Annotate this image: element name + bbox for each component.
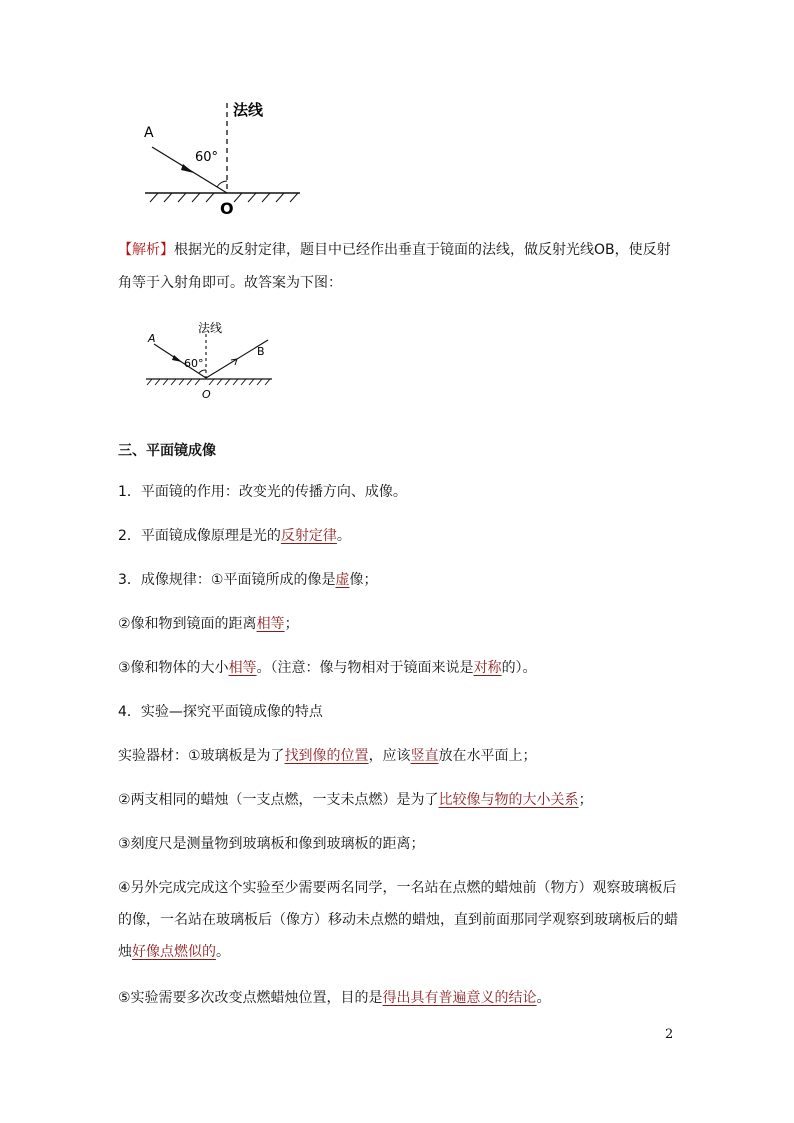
item-3c [118,658,537,678]
point-o-label: O [202,388,211,401]
item-4: 4．实验—探究平面镜成像的特点 [118,704,323,720]
experiment-4-end: 。 [216,944,230,960]
item-3b-answer: 相等 [256,616,285,632]
item-3c-text: ③像和物体的大小 [118,660,229,676]
mirror-hatching [147,379,270,385]
experiment-4-line-2: 的像，一名站在玻璃板后（像方）移动未点燃的蜡烛，直到前面那同学观察到玻璃板后的蜡 [118,912,678,928]
item-2-text: 2．平面镜成像原理是光的 [118,528,281,544]
item-3b-end: ； [284,616,299,632]
item-1: 1．平面镜的作用：改变光的传播方向、成像。 [118,484,407,500]
section-title: 三、平面镜成像 [118,443,216,459]
arrow-icon [172,355,182,362]
item-3c-answer-2: 对称 [473,660,502,676]
point-a-label: A [148,332,156,345]
item-2 [118,526,351,546]
angle-label: 60° [184,357,204,370]
experiment-1 [118,746,537,766]
experiment-1-answer-2: 竖直 [410,748,439,764]
experiment-4-line-3 [118,942,230,962]
experiment-5-answer: 得出具有普遍意义的结论 [382,990,537,1006]
item-3b-text: ②像和物到镜面的距离 [118,616,257,632]
experiment-2-end: ； [578,792,593,808]
item-2-end: 。 [336,528,351,544]
analysis-text-1: 根据光的反射定律，题目中已经作出垂直于镜面的法线，做反射光线OB，使反射 [174,242,671,258]
experiment-2-answer: 比较像与物的大小关系 [438,792,579,808]
normal-label: 法线 [233,101,264,119]
experiment-5 [118,988,551,1008]
angle-arc [217,181,227,187]
normal-label: 法线 [198,321,223,335]
analysis-line-2 [118,273,342,293]
reflection-diagram-1 [140,95,310,220]
experiment-2-text: ②两支相同的蜡烛（一支点燃，一支未点燃）是为了 [118,792,439,808]
item-3 [118,570,377,590]
analysis-line-1 [118,240,671,260]
experiment-4-answer: 好像点燃似的 [132,944,216,960]
angle-arc [199,370,206,373]
experiment-1-answer: 找到像的位置 [284,748,369,764]
experiment-3: ③刻度尺是测量物到玻璃板和像到玻璃板的距离； [118,836,425,852]
item-3c-end: 的）。 [501,660,537,676]
item-3-text: 3．成像规律：①平面镜所成的像是 [118,572,336,588]
item-3c-note: 。（注意：像与物相对于镜面来说是 [256,660,474,676]
experiment-4-line-1: ④另外完成完成这个实验至少需要两名同学，一名站在点燃的蜡烛前（物方）观察玻璃板后 [118,880,677,896]
experiment-5-end: 。 [536,990,551,1006]
reflection-diagram-2 [140,318,290,404]
arrow-icon [181,164,194,173]
experiment-1-text: 实验器材：①玻璃板是为了 [118,748,285,764]
analysis-text-2: 角等于入射角即可。故答案为下图： [118,275,342,291]
point-o-label: O [220,199,234,218]
point-a-label: A [144,125,154,141]
page-number: 2 [665,1027,674,1042]
angle-label: 60° [195,150,219,165]
experiment-2 [118,790,593,810]
experiment-5-text: ⑤实验需要多次改变点燃蜡烛位置，目的是 [118,990,383,1006]
experiment-4-text: 烛 [118,944,132,960]
item-3-end: 像； [349,572,378,588]
experiment-1-mid: ，应该 [368,748,411,764]
analysis-tag: 【解析】 [118,242,174,258]
item-2-answer: 反射定律 [280,528,337,544]
item-3b [118,614,299,634]
item-3c-answer: 相等 [228,660,257,676]
point-b-label: B [257,345,265,358]
experiment-1-end: 放在水平面上； [438,748,537,764]
item-3-answer: 虚 [335,572,350,588]
